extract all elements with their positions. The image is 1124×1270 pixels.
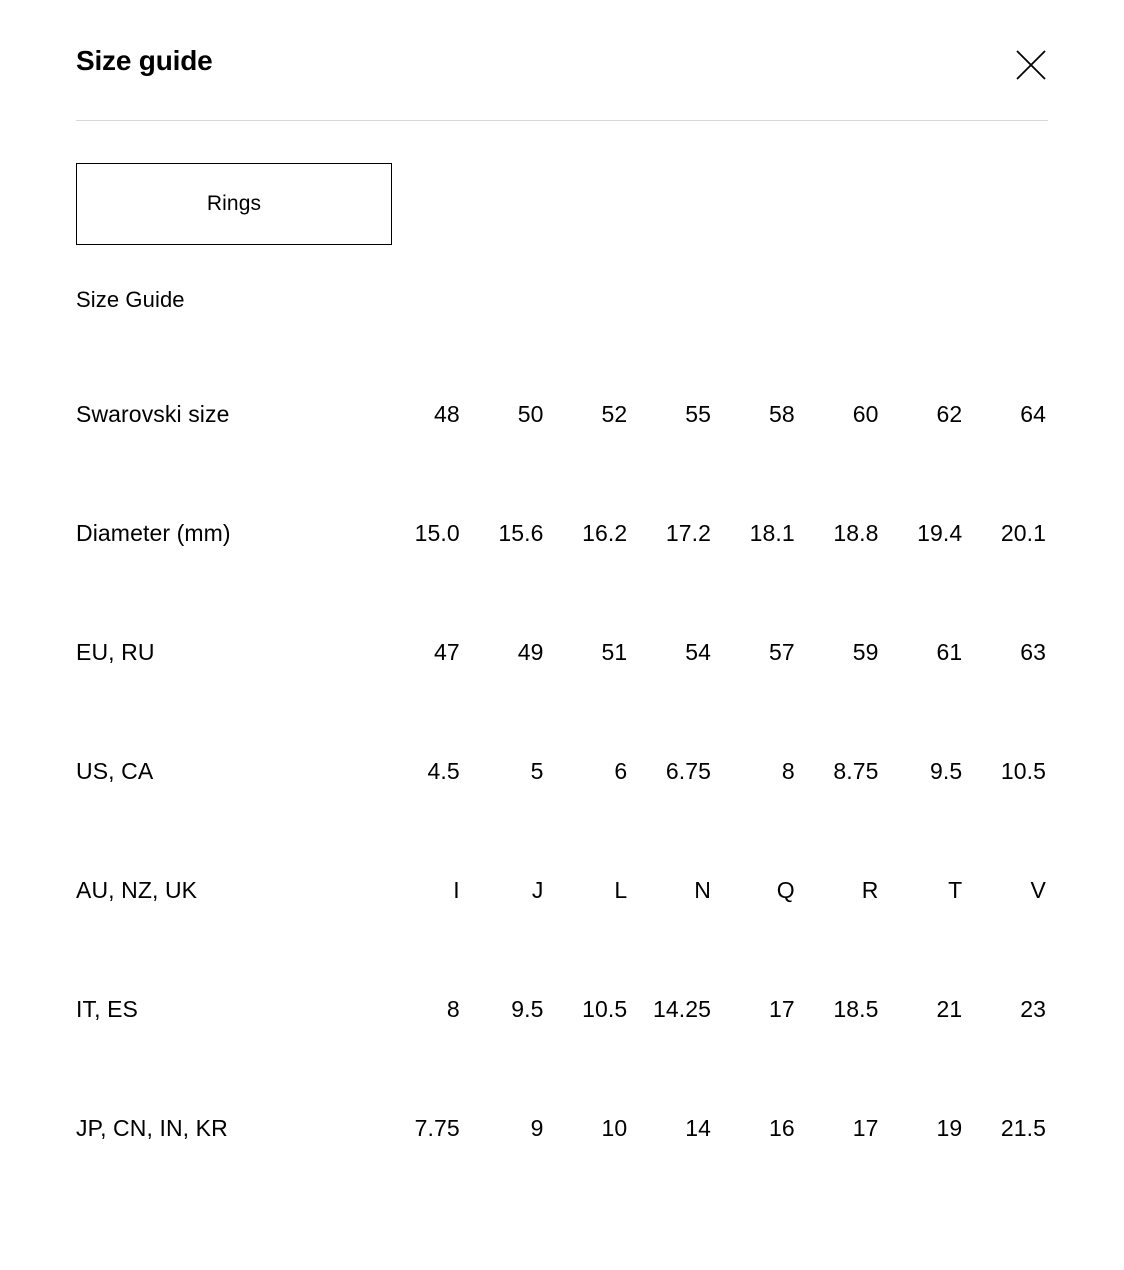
table-cell: 10.5 xyxy=(1000,758,1046,784)
table-cell: 9.5 xyxy=(929,758,963,784)
table-cell: 15.6 xyxy=(498,520,544,546)
table-cell: 19.4 xyxy=(917,520,963,546)
table-cell: J xyxy=(531,877,544,903)
table-cell: 15.0 xyxy=(414,520,460,546)
page-title: Size guide xyxy=(76,45,213,76)
size-conversion-table xyxy=(76,355,1046,1188)
table-cell: 23 xyxy=(1020,996,1046,1022)
table-cell: 47 xyxy=(433,639,460,665)
table-cell: 8 xyxy=(446,996,460,1022)
table-cell: 58 xyxy=(768,401,795,427)
tab-bar xyxy=(76,163,1048,245)
table-cell: 57 xyxy=(768,639,795,665)
table-row xyxy=(76,593,1046,712)
table-cell: 7.75 xyxy=(414,1115,460,1141)
table-cell: 10 xyxy=(601,1115,628,1141)
table-cell: I xyxy=(453,877,460,903)
row-label: JP, CN, IN, KR xyxy=(76,1115,228,1141)
table-cell: Q xyxy=(776,877,795,903)
close-icon xyxy=(1014,48,1048,82)
table-cell: 6 xyxy=(614,758,628,784)
table-cell: 16.2 xyxy=(582,520,628,546)
table-cell: 9 xyxy=(530,1115,544,1141)
table-cell: 17 xyxy=(768,996,795,1022)
table-cell: 21.5 xyxy=(1000,1115,1046,1141)
table-cell: 8.75 xyxy=(833,758,879,784)
table-cell: 18.5 xyxy=(833,996,879,1022)
table-cell: 60 xyxy=(852,401,879,427)
section-title: Size Guide xyxy=(76,287,185,312)
table-cell: 14.25 xyxy=(652,996,711,1022)
row-label: IT, ES xyxy=(76,996,138,1022)
close-button[interactable] xyxy=(1014,48,1048,82)
table-cell: 18.1 xyxy=(749,520,795,546)
table-cell: 59 xyxy=(852,639,879,665)
table-cell: 52 xyxy=(601,401,628,427)
table-row xyxy=(76,831,1046,950)
tab-rings[interactable]: Rings xyxy=(76,163,392,245)
table-cell: N xyxy=(694,877,711,903)
table-cell: 4.5 xyxy=(427,758,460,784)
table-cell: 6.75 xyxy=(665,758,711,784)
table-row xyxy=(76,1069,1046,1188)
table-cell: 48 xyxy=(433,401,460,427)
table-cell: 63 xyxy=(1020,639,1046,665)
row-label: Swarovski size xyxy=(76,401,230,427)
table-cell: 14 xyxy=(685,1115,711,1141)
table-row xyxy=(76,355,1046,474)
table-row xyxy=(76,712,1046,831)
table-cell: 9.5 xyxy=(511,996,544,1022)
header-divider xyxy=(76,120,1048,121)
table-cell: 21 xyxy=(936,996,963,1022)
table-cell: 18.8 xyxy=(833,520,879,546)
table-cell: 17 xyxy=(852,1115,879,1141)
table-cell: 55 xyxy=(685,401,711,427)
table-cell: T xyxy=(948,877,963,903)
table-cell: 49 xyxy=(517,639,544,665)
table-row xyxy=(76,950,1046,1069)
table-cell: 10.5 xyxy=(582,996,628,1022)
table-cell: 8 xyxy=(781,758,795,784)
table-cell: 54 xyxy=(685,639,711,665)
table-cell: 5 xyxy=(530,758,544,784)
table-cell: 16 xyxy=(768,1115,795,1141)
table-cell: 20.1 xyxy=(1000,520,1046,546)
table-cell: V xyxy=(1030,877,1046,903)
table-cell: 61 xyxy=(936,639,963,665)
table-cell: L xyxy=(614,877,628,903)
table-cell: 19 xyxy=(936,1115,963,1141)
row-label: AU, NZ, UK xyxy=(76,877,198,903)
row-label: Diameter (mm) xyxy=(76,520,231,546)
table-cell: 50 xyxy=(517,401,544,427)
table-cell: 17.2 xyxy=(665,520,711,546)
table-cell: R xyxy=(861,877,879,903)
table-cell: 64 xyxy=(1020,401,1046,427)
table-cell: 51 xyxy=(601,639,628,665)
row-label: EU, RU xyxy=(76,639,155,665)
bottom-spacer xyxy=(76,1188,1048,1248)
modal-header xyxy=(76,0,1048,82)
table-row xyxy=(76,474,1046,593)
row-label: US, CA xyxy=(76,758,154,784)
table-cell: 62 xyxy=(936,401,963,427)
